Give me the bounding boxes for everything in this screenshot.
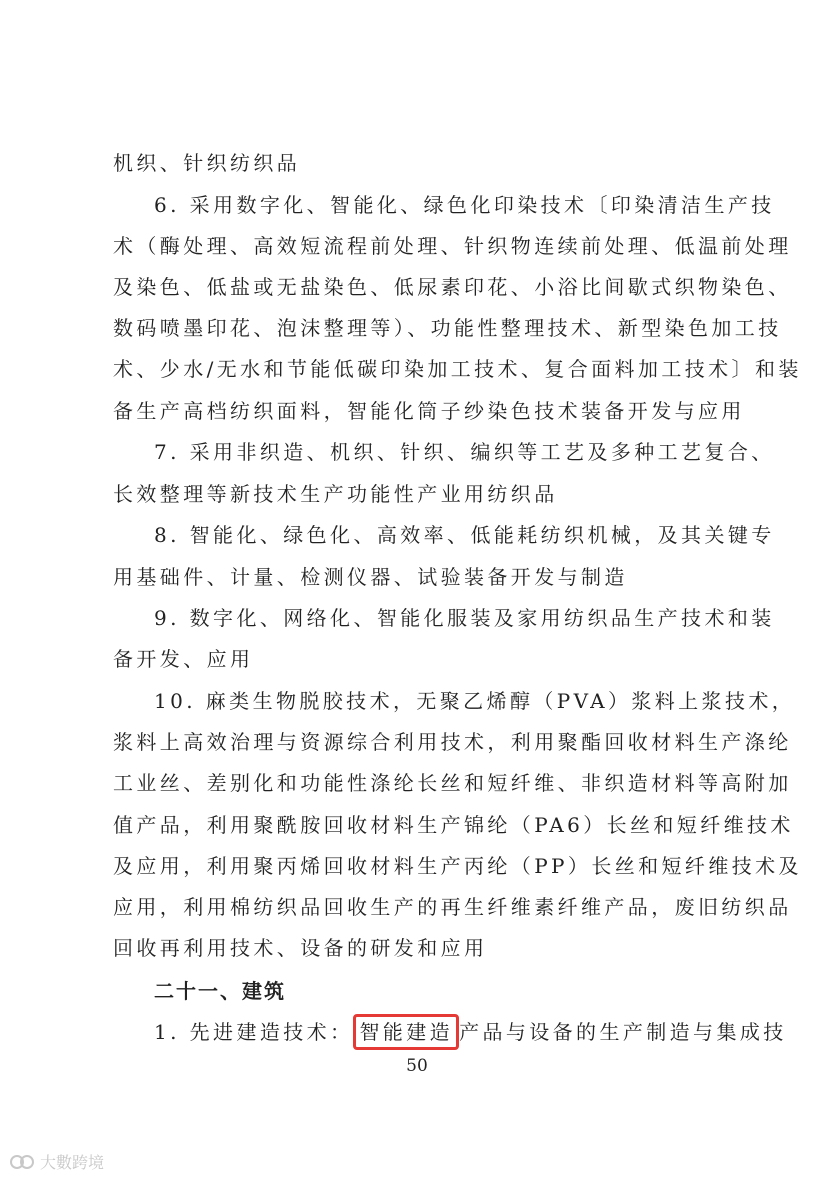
text-line: 浆料上高效治理与资源综合利用技术，利用聚酯回收材料生产涤纶 [113,730,792,754]
text-line: 及染色、低盐或无盐染色、低尿素印花、小浴比间歇式织物染色、 [113,275,792,299]
highlight-box [353,1014,459,1050]
page-number: 50 [406,1056,428,1076]
line-suffix: 产品与设备的生产制造与集成技 [459,1020,787,1044]
watermark [10,1150,104,1173]
text-line: 备生产高档纺织面料，智能化筒子纱染色技术装备开发与应用 [113,399,745,423]
text-line: 值产品，利用聚酰胺回收材料生产锦纶（PA6）长丝和短纤维技术 [113,813,794,837]
text-line: 10. 麻类生物脱胶技术，无聚乙烯醇（PVA）浆料上浆技术， [154,689,796,713]
text-line: 9. 数字化、网络化、智能化服装及家用纺织品生产技术和装 [154,606,775,630]
text-line: 6. 采用数字化、智能化、绿色化印染技术〔印染清洁生产技 [154,193,775,217]
line-prefix: 1. 先进建造技术： [154,1020,354,1044]
watermark-text: 大數跨境 [40,1153,105,1172]
text-line: 8. 智能化、绿色化、高效率、低能耗纺织机械，及其关键专 [154,523,775,547]
text-line: 数码喷墨印花、泡沫整理等）、功能性整理技术、新型染色加工技 [113,316,782,340]
text-line: 及应用，利用聚丙烯回收材料生产丙纶（PP）长丝和短纤维技术及 [113,854,802,878]
text-line-highlighted [154,1017,787,1047]
text-line: 长效整理等新技术生产功能性产业用纺织品 [113,482,558,506]
highlighted-text: 智能建造 [359,1020,454,1044]
text-line: 工业丝、差别化和功能性涤纶长丝和短纤维、非织造材料等高附加 [113,771,792,795]
text-line: 用基础件、计量、检测仪器、试验装备开发与制造 [113,565,628,589]
text-line: 术（酶处理、高效短流程前处理、针织物连续前处理、低温前处理 [113,234,792,258]
section-heading: 二十一、建筑 [154,979,286,1003]
text-line: 应用，利用棉纺织品回收生产的再生纤维素纤维产品，废旧纺织品 [113,895,792,919]
text-line: 回收再利用技术、设备的研发和应用 [113,936,488,960]
watermark-logo-icon [10,1153,36,1171]
text-line: 7. 采用非织造、机织、针织、编织等工艺及多种工艺复合、 [154,440,775,464]
text-line: 备开发、应用 [113,647,254,671]
text-line: 机织、针织纺织品 [113,151,301,175]
text-line: 术、少水/无水和节能低碳印染加工技术、复合面料加工技术〕和装 [113,357,802,381]
